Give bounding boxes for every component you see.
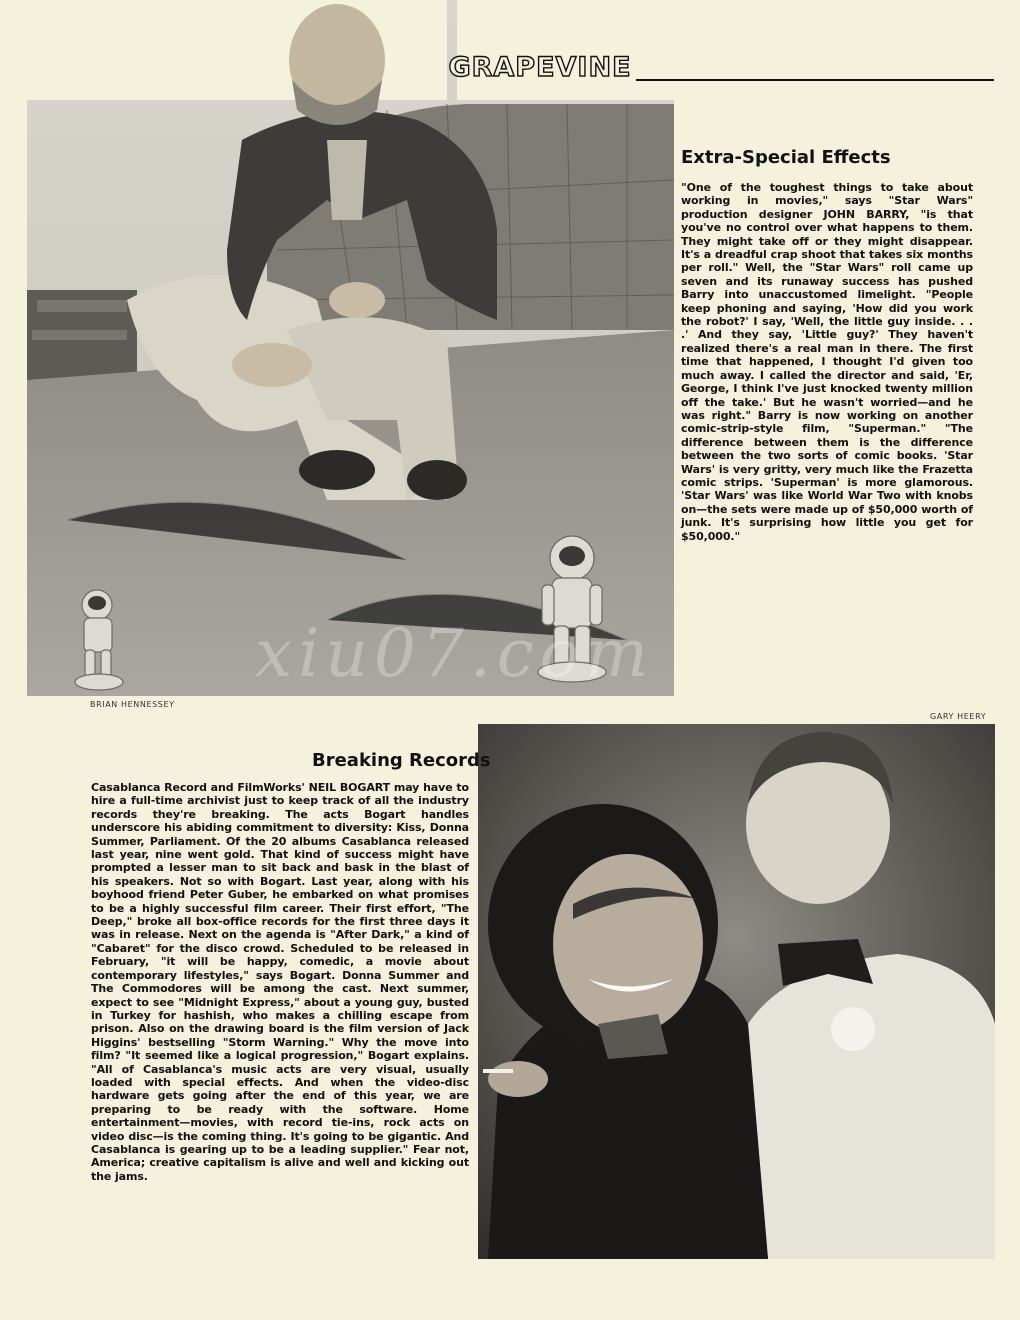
article-title-breaking-records: Breaking Records: [312, 750, 491, 771]
article-body-breaking-records: Casablanca Record and FilmWorks' NEIL BOGART may have to hire a full-time archivist just to keep track of all the industry records they're breaking. The acts Bogart handles underscore his abiding commitment to diversity: Kiss, Donna Summer, Parliament. Of the 20 albums Casablanca released last year, nine went gold. That kind of success might have prompted a lesser man to sit back and bask in the blast of his speakers. Not so with Bogart. Last year, along with his boyhood friend Peter Guber, he embarked on what promises to be a highly successful film career. Their first effort, "The Deep," broke all box-office records for the first three days it was in release. Next on the agenda is "After Dark," a kind of "Cabaret" for the disco crowd. Scheduled to be released in February, "it will be happy, comedic, a movie about contemporary lifestyles," says Bogart. Donna Summer and The Commodores will be among the cast. Next summer, expect to see "Midnight Express," about a young guy, busted in Turkey for hashish, who makes a chilling escape from prison. Also on the drawing board is the film version of Jack Higgins' bestselling "Storm Warning." Why the move into film? "It seemed like a logical progression," Bogart explains. "All of Casablanca's music acts are very visual, usually loaded with special effects. And when the video-disc hardware gets going after the end of this year, we are preparing to be ready with the software. Home entertainment—movies, with record tie-ins, rock acts on video disc—is the coming thing. It's going to be gigantic. And Casablanca is gearing up to be a leading supplier." Fear not, America; creative capitalism is alive and well and kicking out the jams.: [91, 781, 469, 1183]
article-title-extra-special-effects: Extra-Special Effects: [681, 147, 891, 168]
section-title: GRAPEVINE: [448, 52, 632, 83]
photo-neil-bogart: [478, 724, 995, 1259]
photo-john-barry: [27, 0, 674, 696]
photo-credit-top: BRIAN HENNESSEY: [90, 700, 175, 709]
photo-credit-bottom: GARY HEERY: [930, 712, 987, 721]
watermark: xiu07.com: [255, 615, 655, 692]
article-body-extra-special-effects: "One of the toughest things to take about working in movies," says "Star Wars" production designer JOHN BARRY, "is that you've no control over what happens to them. They might take off or they might disappear. It's a dreadful crap shoot that takes six months per roll." Well, the "Star Wars" roll came up seven and its runaway success has pushed Barry into unaccustomed limelight. "People keep phoning and saying, 'How did you work the robot?' I say, 'Well, the little guy inside. . . .' And they say, 'Little guy?' They haven't realized there's a real man in there. The first time that happened, I thought I'd given too much away. I called the director and said, 'Er, George, I think I've just knocked twenty million off the take.' But he wasn't worried—and he was right." Barry is now working on another comic-strip-style film, "Superman." "The difference between them is the difference between the two sorts of comic books. 'Star Wars' is very gritty, very much like the Frazetta comic strips. 'Superman' is more glamorous. 'Star Wars' was like World War Two with knobs on—the sets were made up of $50,000 worth of junk. It's surprising how little you get for $50,000.": [681, 181, 973, 543]
header-rule-right: [636, 79, 994, 81]
